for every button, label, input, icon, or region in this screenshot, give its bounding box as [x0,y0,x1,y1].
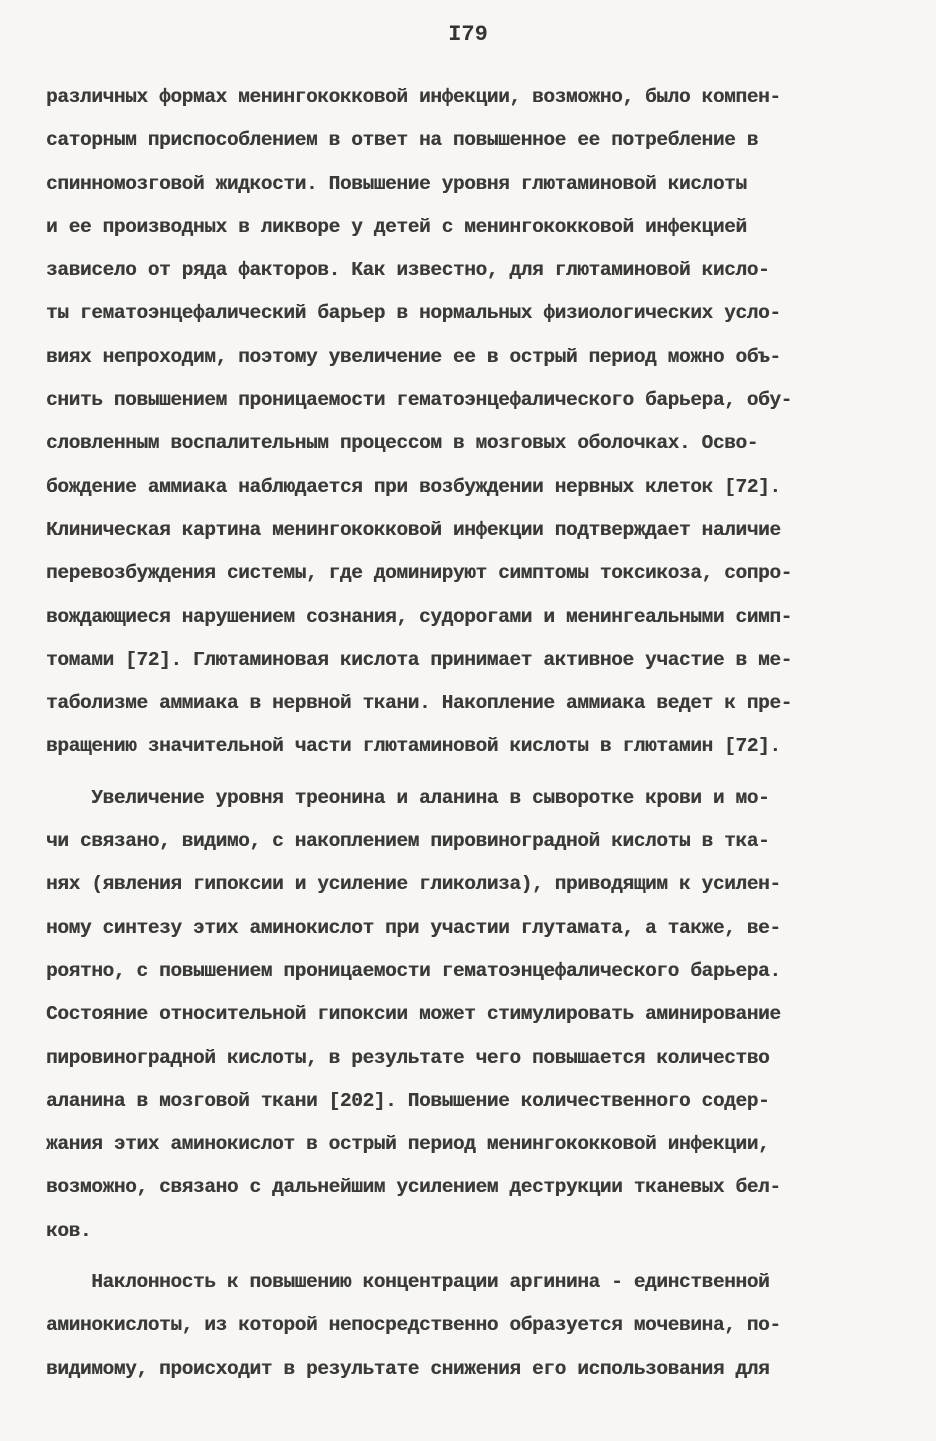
text-line: Клиническая картина менингококковой инфекции подтверждает наличие [46,518,781,541]
text-line: возможно, связано с дальнейшим усилением деструкции тканевых бел- [46,1176,781,1199]
text-line: спинномозговой жидкости. Повышение уровня глютаминовой кислоты [46,172,747,195]
body-text [46,76,896,1391]
text-line: аланина в мозговой ткани [202]. Повышение количественного содер- [46,1089,770,1112]
paragraph [46,777,896,1253]
paragraph [46,76,896,769]
paragraph-gap [46,769,896,777]
text-line: роятно, с повышением проницаемости гематоэнцефалического барьера. [46,959,781,982]
text-line: снить повышением проницаемости гематоэнцефалического барьера, обу- [46,389,792,412]
text-line: чи связано, видимо, с накоплением пировиноградной кислоты в тка- [46,830,770,853]
text-line: саторным приспособлением в ответ на повышенное ее потребление в [46,129,759,152]
text-line: ному синтезу этих аминокислот при участии глутамата, а также, ве- [46,916,781,939]
text-line: виях непроходим, поэтому увеличение ее в острый период можно объ- [46,345,781,368]
paragraph [46,1261,896,1391]
page-number: I79 [448,22,488,47]
text-line: томами [72]. Глютаминовая кислота принимает активное участие в ме- [46,648,792,671]
text-line: Увеличение уровня треонина и аланина в сыворотке крови и мо- [46,786,770,809]
text-line: перевозбуждения системы, где доминируют симптомы токсикоза, сопро- [46,562,792,585]
text-line: Наклонность к повышению концентрации аргинина - единственной [46,1271,770,1294]
text-line: бождение аммиака наблюдается при возбуждении нервных клеток [72]. [46,475,781,498]
text-line: вождающиеся нарушением сознания, судорогами и менингеальными симп- [46,605,792,628]
text-line: видимому, происходит в результате снижения его использования для [46,1357,770,1380]
paragraph-gap [46,1253,896,1261]
text-line: нях (явления гипоксии и усиление гликолиза), приводящим к усилен- [46,873,781,896]
text-line: Состояние относительной гипоксии может стимулировать аминирование [46,1003,781,1026]
text-line: таболизме аммиака в нервной ткани. Накопление аммиака ведет к пре- [46,692,792,715]
text-line: и ее производных в ликворе у детей с менингококковой инфекцией [46,215,747,238]
text-line: ков. [46,1219,92,1242]
text-line: зависело от ряда факторов. Как известно, для глютаминовой кисло- [46,259,770,282]
text-line: вращению значительной части глютаминовой кислоты в глютамин [72]. [46,735,781,758]
text-line: пировиноградной кислоты, в результате чего повышается количество [46,1046,770,1069]
text-line: различных формах менингококковой инфекции, возможно, было компен- [46,86,781,108]
text-line: словленным воспалительным процессом в мозговых оболочках. Осво- [46,432,759,455]
text-line: ты гематоэнцефалический барьер в нормальных физиологических усло- [46,302,781,325]
text-line: аминокислоты, из которой непосредственно образуется мочевина, по- [46,1314,781,1337]
text-line: жания этих аминокислот в острый период менингококковой инфекции, [46,1133,770,1156]
